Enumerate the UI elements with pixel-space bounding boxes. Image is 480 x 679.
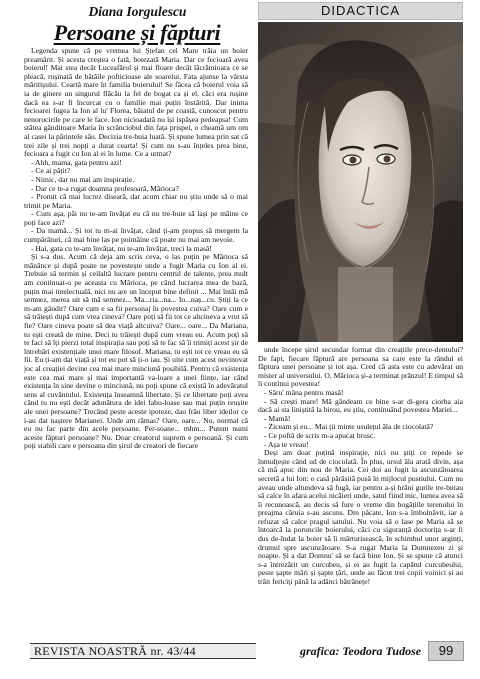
author-name: Diana Iorgulescu bbox=[88, 4, 187, 19]
graphics-credit: grafica: Teodora Tudose bbox=[300, 644, 422, 658]
paragraph: Deși am doar puțină inspirație, nici nu știți ce repede se înmulțește când ud de ciocolată. În plus, ursul ăla arată divin, așa că mă apuc din nou de Maria. Cei doi au fugit la ascunzătoarea secretă a lui Ion: o casă părăsită pusă în mijlocul pustiului. Cum nu aveau unde altundeva să fugă, iar pentru a-și hrăni gurile tre-buiau să calce în afara acelui nicăieri unde, satul fiind mic, lumea avea să îi recunoască, au decis să fure o vreme din bogățiile terenului în preajma căruia s-au ascuns. Din păcate, Ion s-a îmbolnăvit, iar a refuzat să calce pragul satului. Nu voia să o lase pe Maria să se întoarcă la poruncile boierului, căci cu siguranță doctorița s-ar fi dus de-îndat la boier să îi mărturisească, în schimbul unor arginți, drumul spre ascunzătoare. S-a rugat Maria la Dumnezeu zi și noapte. Și a dat Domnu' să se facă bine Ion. Și se spune că atunci s-a întrezărit un curcubeu, și ei au fugit la capătul curcubeului, peste șapte mări și șapte țări, unde au făcut trei copii voinici și au trăit fericiți până la adânci bătrânețe! bbox=[258, 448, 463, 587]
portrait-illustration-icon bbox=[258, 22, 463, 342]
journal-footer: REVISTA NOASTRĂ nr. 43/44 bbox=[30, 643, 256, 659]
paragraph: - Să crești mare! Mă gândeam ce bine s-ar di-gera ciorba aia dacă ai sta liniștită la birou, eu știu, continuând povestea Mariei... bbox=[258, 396, 463, 415]
paragraph: - Ce poftă de scris m-a apucat brusc. bbox=[264, 430, 376, 440]
paragraph: - Da mamă... Și tot tu m-ai învățat, când ți-am propus să mergem la cumpărături, că mai bine las pe poimâine că poate nu mai am nevoie. bbox=[24, 226, 248, 245]
right-text-column bbox=[258, 346, 463, 640]
paragraph: Legenda spune că pe vremea lui Ștefan cel Mare trăia un boier preamărit. Și acesta creștea o fată, botezată Maria. Dar ce fecioară avea boierul! Mai stea decât Luceafărul și mai floare decât lăcrămioara ce se pleacă, rușinată de bătăile pofticioase ale soarelui. Fata ajunse la vârsta măritișului. Ceartă mare în familia boierului! Se făcea că boierul voia să ia de ginere un singurul flăcău la fel de bogat ca și el, căci era rușine dacă ea s-ar fi încurcat cu o familie mai puțin înstărită. Dar inima fecioarei fugea la Ion al lu' Florea, băiatul de pe coastă, cunoscut pentru nenorocirile pe care le face. Ion nicioadată nu își ispășea pedeapsa! Cum stătea gânditoare Maria în scrânciobul din fața prispei, o cheamă um om al casei la părintele său. Decizia tre-buia luată. Și spune lumea prin sat că trei zile și trei nopți a durat cearta! Și cum nu s-au înțeles prea bine, fecioara a fugit cu Ion al ei în lume. Ce a urmat? bbox=[24, 47, 248, 159]
left-text-column bbox=[24, 47, 248, 642]
article-title: Persoane și făpturi bbox=[53, 20, 221, 45]
paragraph: - Ziceam și eu... Mai ții minte usulețul ăla de ciocolată? bbox=[264, 422, 434, 432]
paragraph: Și s-a dus. Acum că deja am scris ceva, o las puțin pe Mărioca să mănânce și după poate ne povestește unde a fugit Maria cu Ion al ei. Trebuie să termin și ceilaltă lucrare pentru centrul de talente, prea mult am continuat-o pe aceasta cu Mărioca, pe când lucrarea mea de bază, puțin mai intelectuală, nici nu are un început bine definit ... Mai întâi mă semnez, merea uit să mă semnez... Ma...ria...na... Io...naș...cu. Știți la ce m-am gândit? Oare cum e sa fii personaj în povestea cuiva? Oare cum e să trăiești după cum vrea cineva? Oare poți să fii tot ce altcineva a vrut să fie? Oare cineva poate să dea viață altcuiva? Oare... oare... Da Mariana, tu ești creată de mine. Deci tu trăiești după cum vreau eu. Acum poți să te faci să îți pierzi total inspirația sau poți să te fac să îi trimiți acest șir de întrebări existențiale unui mare filosof. Mariana, tu ești tot ce vreau eu să fii. Eu ți-am dat viață și tot eu pot să ți-o iau. Și uite cum acest nevinovat joc al creației devine cea mai mare minciună posibilă. Pentru că existența este cea mai mare și mai importantă va-loare a unei ființe, iar când existența în sine devine o minciună, nu poți spune că există în adevăratul sens al cuvântului. Existența înseamnă libertate. Și ce libertate poți avea când tu nu ești decât adunătura de idei fabu-loase sau mai puțin reușite ale unei persoane? Trecând peste aceste ipoteze, dau frâu liber ideilor ce i-au dat naștere Marianei. Unde am rămas? Oare, oare... Nu, normal că eu nu fac parte din acele persoane. Per-soane... mhm... Putem numi aceste făpturi persoane? Nu. Doar creatorul suprem e persoană. Și cum poți stabili care e persoana din șirul de creatori de fiecare bbox=[24, 252, 248, 451]
paragraph: - Ahh, mama, gata pentru azi! bbox=[31, 157, 122, 167]
paragraph: - Săru' mâna pentru masă! bbox=[264, 387, 344, 397]
paragraph: - Cum așa, păi nu te-am învățat eu că nu tre-buie să lași pe mâine ce poți face azi? bbox=[24, 209, 248, 227]
paragraph: - Dar ce te-a rugat doamna profesoară, Mărioca? bbox=[31, 183, 179, 193]
paragraph: unde începe șirul secundar format din creațiile prece-dentului? De fapt, fiecare făptură are persoana sa care este la rândul ei făptura unei persoane și tot așa. Cred că asta este cu adevărat un mister al universului. O, Mărioca și-a terminat prânzul! E timpul să îi continui povestea! bbox=[258, 346, 463, 389]
paragraph: - Ce ai pățit? bbox=[31, 166, 71, 176]
section-header: DIDACTICA bbox=[258, 2, 463, 20]
paragraph: - Hai, gata cu te-am învățat, nu te-am învățat, treci la masă! bbox=[31, 243, 212, 253]
paragraph: - Mamă! bbox=[264, 413, 291, 423]
page-number: 99 bbox=[428, 641, 464, 661]
paragraph: - Promit că mai lucrez diseară, dar acum chiar nu știu unde să o mai trimit pe Maria. bbox=[24, 192, 248, 210]
paragraph: - Nimic, dar nu mai am inspirație. bbox=[31, 174, 135, 184]
paragraph: - Așa te vreau! bbox=[264, 439, 309, 449]
